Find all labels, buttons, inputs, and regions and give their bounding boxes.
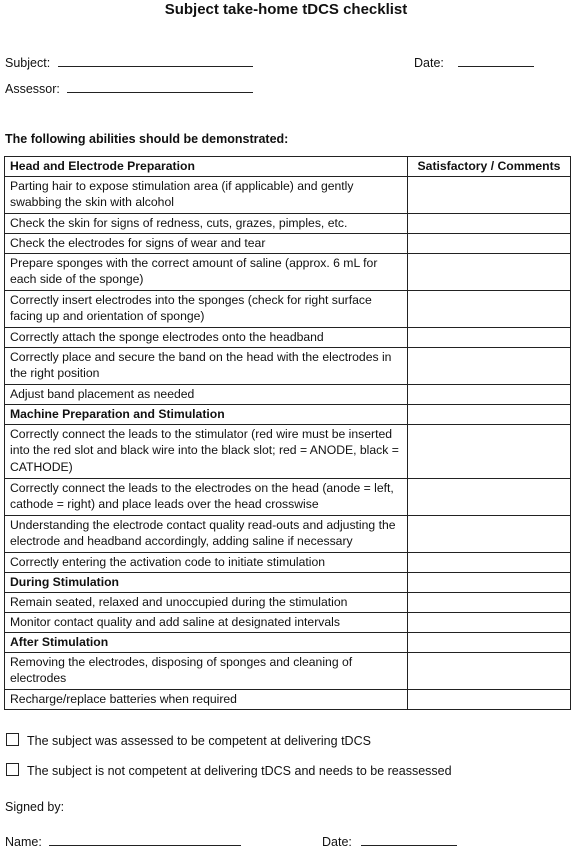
comment-cell[interactable]: [408, 479, 571, 516]
assessor-blank[interactable]: [67, 80, 253, 93]
assessor-field: [5, 80, 253, 97]
table-row: [5, 214, 571, 234]
section-heading-row: [5, 405, 571, 425]
comment-cell: [408, 573, 571, 593]
section-heading: During Stimulation: [5, 573, 408, 593]
comment-cell[interactable]: [408, 516, 571, 553]
name-label: Name:: [5, 835, 42, 849]
table-row: [5, 593, 571, 613]
table-row: [5, 177, 571, 214]
page-title: Subject take-home tDCS checklist: [164, 1, 408, 18]
item-text: Adjust band placement as needed: [5, 385, 408, 405]
date-blank-bottom[interactable]: [361, 833, 457, 846]
comment-cell[interactable]: [408, 177, 571, 214]
assessor-label: Assessor:: [5, 82, 60, 96]
comment-cell[interactable]: [408, 613, 571, 633]
table-row: [5, 690, 571, 710]
table-header-row: [5, 157, 571, 177]
subject-blank[interactable]: [58, 54, 253, 67]
table-row: [5, 516, 571, 553]
table-row: [5, 385, 571, 405]
table-row: [5, 425, 571, 479]
item-text: Remain seated, relaxed and unoccupied during the stimulation: [5, 593, 408, 613]
table-row: [5, 613, 571, 633]
competent-checkbox[interactable]: [6, 733, 19, 746]
not-competent-checkbox-label: The subject is not competent at delivering tDCS and needs to be reassessed: [27, 764, 452, 778]
comment-cell[interactable]: [408, 214, 571, 234]
comment-cell[interactable]: [408, 328, 571, 348]
not-competent-checkbox[interactable]: [6, 763, 19, 776]
table-row: [5, 553, 571, 573]
comment-cell[interactable]: [408, 425, 571, 479]
comment-cell[interactable]: [408, 593, 571, 613]
item-text: Understanding the electrode contact quality read-outs and adjusting the electrode and headband accordingly, adding saline if necessary: [5, 516, 408, 553]
date-blank-top[interactable]: [458, 54, 534, 67]
item-text: Correctly place and secure the band on the head with the electrodes in the right position: [5, 348, 408, 385]
comment-cell: [408, 633, 571, 653]
item-text: Correctly insert electrodes into the sponges (check for right surface facing up and orientation of sponge): [5, 291, 408, 328]
subject-label: Subject:: [5, 56, 51, 70]
item-text: Correctly attach the sponge electrodes onto the headband: [5, 328, 408, 348]
comment-cell[interactable]: [408, 234, 571, 254]
comment-cell[interactable]: [408, 348, 571, 385]
subject-field: [5, 54, 253, 71]
signed-by-label: Signed by:: [5, 800, 65, 814]
section-heading-row: [5, 573, 571, 593]
column-header-satisfactory: Satisfactory / Comments: [408, 157, 571, 177]
comment-cell: [408, 405, 571, 425]
date-label-top: Date:: [414, 56, 444, 70]
item-text: Prepare sponges with the correct amount of saline (approx. 6 mL for each side of the sponge): [5, 254, 408, 291]
item-text: Correctly entering the activation code to initiate stimulation: [5, 553, 408, 573]
item-text: Correctly connect the leads to the electrodes on the head (anode = left, cathode = right) and place leads over the head crosswise: [5, 479, 408, 516]
date-field-top: [414, 54, 534, 71]
competent-checkbox-row[interactable]: [6, 733, 371, 749]
table-row: [5, 479, 571, 516]
date-label-bottom: Date:: [322, 835, 352, 849]
table-row: [5, 254, 571, 291]
competent-checkbox-label: The subject was assessed to be competent at delivering tDCS: [27, 734, 371, 748]
comment-cell[interactable]: [408, 553, 571, 573]
table-row: [5, 234, 571, 254]
comment-cell[interactable]: [408, 254, 571, 291]
comment-cell[interactable]: [408, 291, 571, 328]
name-field: [5, 833, 241, 850]
item-text: Parting hair to expose stimulation area (if applicable) and gently swabbing the skin with alcohol: [5, 177, 408, 214]
checklist-table: [4, 156, 571, 710]
table-row: [5, 348, 571, 385]
section-heading-row: [5, 633, 571, 653]
item-text: Correctly connect the leads to the stimulator (red wire must be inserted into the red slot and black wire into the black slot; red = ANODE, black = CATHODE): [5, 425, 408, 479]
comment-cell[interactable]: [408, 690, 571, 710]
intro-text: The following abilities should be demonstrated:: [5, 132, 289, 146]
section-heading: Machine Preparation and Stimulation: [5, 405, 408, 425]
name-blank[interactable]: [49, 833, 241, 846]
section-heading: Head and Electrode Preparation: [5, 157, 408, 177]
section-heading: After Stimulation: [5, 633, 408, 653]
comment-cell[interactable]: [408, 385, 571, 405]
table-row: [5, 291, 571, 328]
item-text: Recharge/replace batteries when required: [5, 690, 408, 710]
date-field-bottom: [322, 833, 457, 850]
table-row: [5, 328, 571, 348]
comment-cell[interactable]: [408, 653, 571, 690]
item-text: Check the skin for signs of redness, cuts, grazes, pimples, etc.: [5, 214, 408, 234]
table-row: [5, 653, 571, 690]
item-text: Monitor contact quality and add saline at designated intervals: [5, 613, 408, 633]
item-text: Removing the electrodes, disposing of sponges and cleaning of electrodes: [5, 653, 408, 690]
not-competent-checkbox-row[interactable]: [6, 763, 452, 779]
item-text: Check the electrodes for signs of wear and tear: [5, 234, 408, 254]
